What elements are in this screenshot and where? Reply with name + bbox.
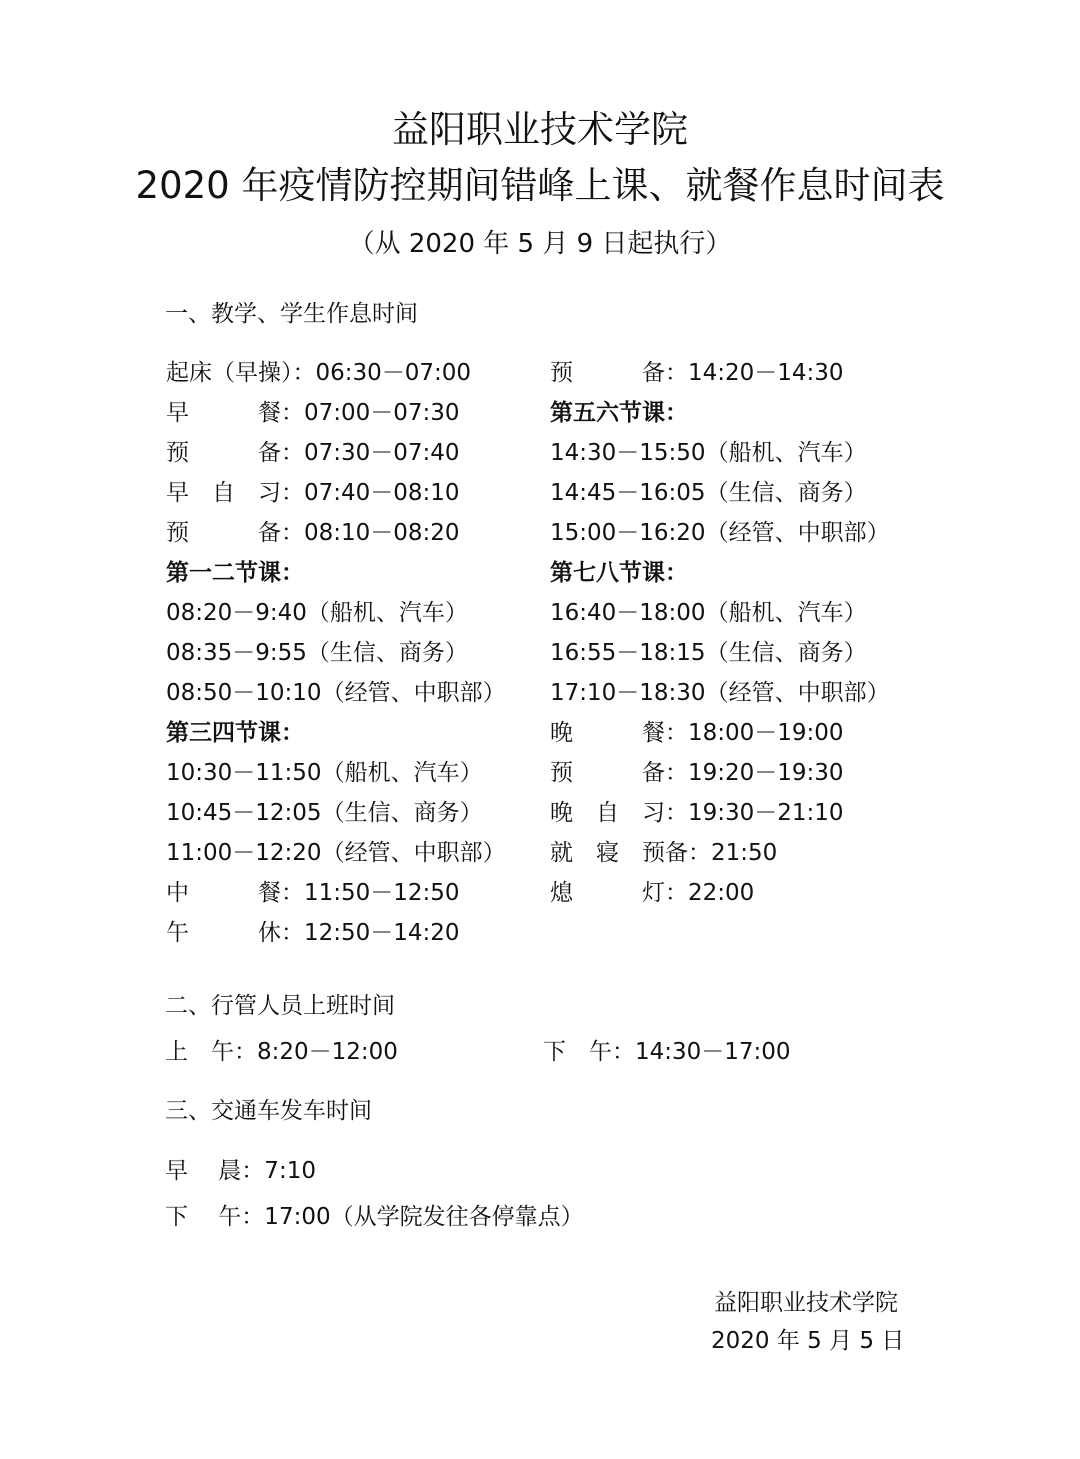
section1-heading: 一、教学、学生作息时间 — [165, 301, 418, 327]
class-period-heading: 第五六节课： — [550, 400, 688, 426]
class-period-heading: 第三四节课： — [166, 720, 304, 746]
signature-date: 2020 年 5 月 5 日 — [711, 1328, 905, 1354]
effective-date-note: （从 2020 年 5 月 9 日起执行） — [348, 229, 732, 259]
schedule-row-prep: 预 备：19:20－19:30 — [550, 760, 844, 786]
class-session-row: 15:00－16:20（经管、中职部） — [550, 520, 890, 546]
class-session-row: 10:30－11:50（船机、汽车） — [166, 760, 483, 786]
signature-org: 益阳职业技术学院 — [714, 1290, 898, 1316]
staff-morning-hours: 上 午：8:20－12:00 — [165, 1039, 398, 1065]
bus-afternoon-time: 下 午：17:00（从学院发往各停靠点） — [165, 1204, 584, 1230]
class-session-row: 16:40－18:00（船机、汽车） — [550, 600, 867, 626]
class-session-row: 08:20－9:40（船机、汽车） — [166, 600, 468, 626]
class-session-row: 14:30－15:50（船机、汽车） — [550, 440, 867, 466]
section2-heading: 二、行管人员上班时间 — [165, 993, 395, 1019]
staff-afternoon-hours: 下 午：14:30－17:00 — [543, 1039, 791, 1065]
document-title-line2: 2020 年疫情防控期间错峰上课、就餐作息时间表 — [135, 164, 945, 207]
schedule-row-lights-out: 熄 灯：22:00 — [550, 880, 755, 906]
schedule-row-bedtime-prep: 就 寝 预备：21:50 — [550, 840, 778, 866]
schedule-row-lunch: 中 餐：11:50－12:50 — [166, 880, 460, 906]
class-period-heading: 第七八节课： — [550, 560, 688, 586]
schedule-row-prep: 预 备：07:30－07:40 — [166, 440, 460, 466]
class-session-row: 10:45－12:05（生信、商务） — [166, 800, 483, 826]
class-session-row: 14:45－16:05（生信、商务） — [550, 480, 867, 506]
class-session-row: 11:00－12:20（经管、中职部） — [166, 840, 506, 866]
class-session-row: 08:35－9:55（生信、商务） — [166, 640, 468, 666]
schedule-row-evening-study: 晚 自 习：19:30－21:10 — [550, 800, 844, 826]
schedule-row-morning-study: 早 自 习：07:40－08:10 — [166, 480, 460, 506]
class-period-heading: 第一二节课： — [166, 560, 304, 586]
schedule-row-wakeup: 起床（早操）：06:30－07:00 — [166, 360, 472, 386]
class-session-row: 08:50－10:10（经管、中职部） — [166, 680, 506, 706]
bus-morning-time: 早 晨：7:10 — [165, 1158, 316, 1184]
schedule-row-breakfast: 早 餐：07:00－07:30 — [166, 400, 460, 426]
document-title: 益阳职业技术学院 — [392, 108, 688, 151]
class-session-row: 16:55－18:15（生信、商务） — [550, 640, 867, 666]
schedule-row-nap: 午 休：12:50－14:20 — [166, 920, 460, 946]
schedule-left-column — [166, 353, 506, 953]
class-session-row: 17:10－18:30（经管、中职部） — [550, 680, 890, 706]
schedule-row-dinner: 晚 餐：18:00－19:00 — [550, 720, 844, 746]
schedule-right-column — [550, 353, 890, 913]
schedule-row-prep: 预 备：14:20－14:30 — [550, 360, 844, 386]
section3-heading: 三、交通车发车时间 — [165, 1098, 372, 1124]
schedule-row-prep: 预 备：08:10－08:20 — [166, 520, 460, 546]
